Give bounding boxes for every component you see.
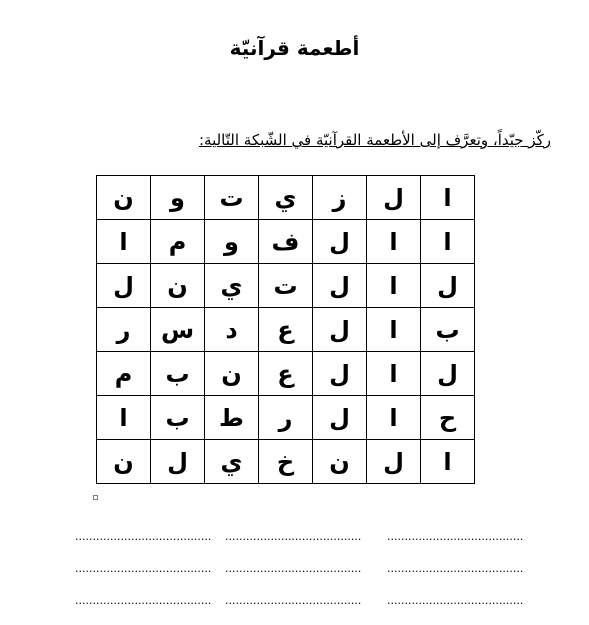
grid-cell: ب [151, 352, 205, 396]
grid-cell: د [205, 308, 259, 352]
grid-cell: ل [421, 352, 475, 396]
answer-line[interactable]: ....................................... [387, 530, 524, 543]
grid-cell: ل [313, 396, 367, 440]
grid-row [97, 176, 475, 220]
grid-cell: ل [97, 264, 151, 308]
grid-cell: ي [259, 176, 313, 220]
grid-cell: ع [259, 352, 313, 396]
grid-cell: ز [313, 176, 367, 220]
grid-cell: ل [313, 220, 367, 264]
grid-cell: ا [97, 220, 151, 264]
answer-line[interactable]: ....................................... [225, 562, 362, 575]
answer-line[interactable]: ....................................... [75, 530, 212, 543]
answer-line[interactable]: ....................................... [387, 594, 524, 607]
grid-row [97, 264, 475, 308]
grid-row [97, 220, 475, 264]
grid-row [97, 440, 475, 484]
grid-cell: ت [205, 176, 259, 220]
grid-cell: ن [151, 264, 205, 308]
answer-line[interactable]: ....................................... [75, 562, 212, 575]
grid-cell: ط [205, 396, 259, 440]
word-search-grid [96, 175, 475, 484]
grid-cell: ا [421, 440, 475, 484]
grid-cell: ل [313, 308, 367, 352]
grid-cell: ل [151, 440, 205, 484]
grid-cell: ا [421, 176, 475, 220]
grid-cell: ف [259, 220, 313, 264]
table-resize-handle[interactable] [93, 495, 98, 500]
grid-cell: ح [421, 396, 475, 440]
grid-row [97, 352, 475, 396]
grid-cell: و [205, 220, 259, 264]
grid-row [97, 308, 475, 352]
grid-cell: م [97, 352, 151, 396]
grid-cell: ا [367, 220, 421, 264]
grid-cell: ع [259, 308, 313, 352]
grid-cell: ا [367, 264, 421, 308]
grid-cell: ا [367, 308, 421, 352]
grid-cell: ل [421, 264, 475, 308]
grid-cell: ر [97, 308, 151, 352]
grid-cell: ن [205, 352, 259, 396]
answer-line[interactable]: ....................................... [387, 562, 524, 575]
grid-cell: ل [367, 176, 421, 220]
grid-cell: ن [97, 440, 151, 484]
grid-cell: ي [205, 264, 259, 308]
grid-cell: و [151, 176, 205, 220]
grid-cell: ا [367, 396, 421, 440]
grid-cell: ر [259, 396, 313, 440]
grid-cell: م [151, 220, 205, 264]
worksheet-title: أطعمة قرآنيّة [229, 36, 360, 60]
answer-line[interactable]: ....................................... [225, 594, 362, 607]
grid-cell: س [151, 308, 205, 352]
grid-cell: ا [367, 352, 421, 396]
grid-cell: خ [259, 440, 313, 484]
grid-cell: ل [313, 264, 367, 308]
grid-cell: ا [97, 396, 151, 440]
grid-cell: ن [97, 176, 151, 220]
answer-line[interactable]: ....................................... [75, 594, 212, 607]
grid-row [97, 396, 475, 440]
answer-line[interactable]: ....................................... [225, 530, 362, 543]
grid-cell: ن [313, 440, 367, 484]
grid-cell: ي [205, 440, 259, 484]
grid-cell: ت [259, 264, 313, 308]
grid-cell: ب [151, 396, 205, 440]
grid-cell: ل [313, 352, 367, 396]
instruction-text: ركّز جيّداً، وتعرَّف إلى الأطعمة القرآنيّة في الشّبكة التّالية: [198, 131, 551, 149]
grid-cell: ب [421, 308, 475, 352]
grid-cell: ا [421, 220, 475, 264]
grid-cell: ل [367, 440, 421, 484]
